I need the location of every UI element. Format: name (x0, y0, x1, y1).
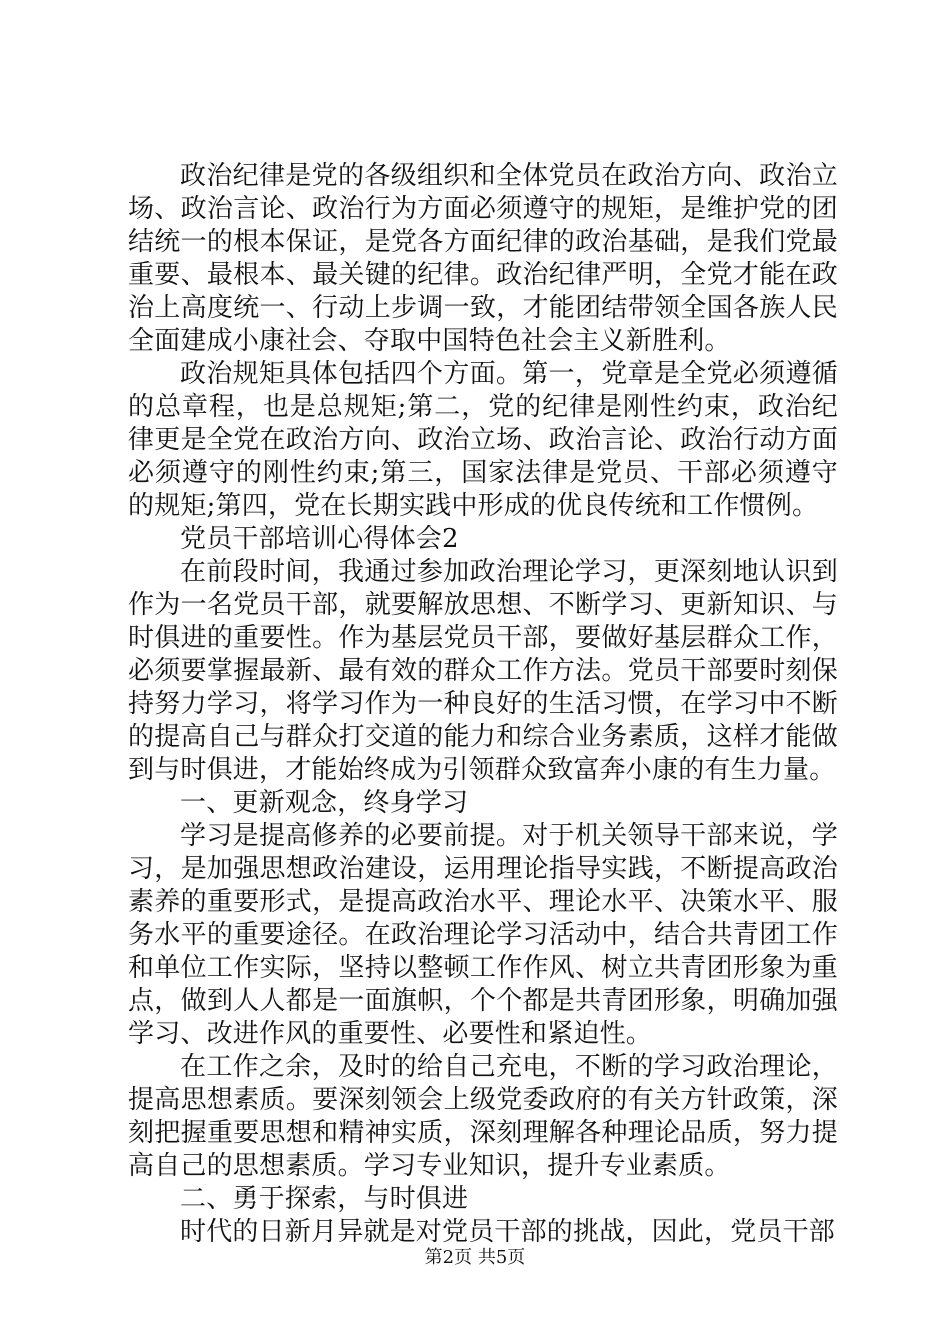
subheading-one: 一、更新观念，终身学习 (180, 788, 469, 818)
paragraph-political-discipline: 政治纪律是党的各级组织和全体党员在政治方向、政治立场、政治言论、政治行为方面必须遵守的规矩，是维护党的团结统一的根本保证，是党各方面纪律的政治基础，是我们党最重要、最根本、最关键的纪律。政治纪律严明，全党才能在政治上高度统一、行动上步调一致，才能团结带领全国各族人民全面建成小康社会、夺取中国特色社会主义新胜利。 (128, 161, 838, 356)
paragraph-study-experience: 在前段时间，我通过参加政治理论学习，更深刻地认识到作为一名党员干部，就要解放思想、不断学习、更新知识、与时俱进的重要性。作为基层党员干部，要做好基层群众工作，必须要掌握最新、最有效的群众工作方法。党员干部要时刻保持努力学习，将学习作为一种良好的生活习惯，在学习中不断的提高自己与群众打交道的能力和综合业务素质，这样才能做到与时俱进，才能始终成为引领群众致富奔小康的有生力量。 (128, 557, 838, 785)
page-footer: 第2页 共5页 (424, 1247, 526, 1268)
subheading-two: 二、勇于探索，与时俱进 (180, 1184, 469, 1214)
paragraph-times-challenge: 时代的日新月异就是对党员干部的挑战，因此，党员干部 (180, 1217, 836, 1247)
document-body (128, 160, 838, 1249)
section-title: 党员干部培训心得体会2 (180, 524, 459, 554)
paragraph-political-rules: 政治规矩具体包括四个方面。第一，党章是全党必须遵循的总章程，也是总规矩;第二，党的纪律是刚性约束，政治纪律更是全党在政治方向、政治立场、政治言论、政治行动方面必须遵守的刚性约束;第三，国家法律是党员、干部必须遵守的规矩;第四，党在长期实践中形成的优良传统和工作惯例。 (128, 359, 838, 521)
paragraph-recharge: 在工作之余，及时的给自己充电，不断的学习政治理论，提高思想素质。要深刻领会上级党委政府的有关方针政策，深刻把握重要思想和精神实质，深刻理解各种理论品质，努力提高自己的思想素质。学习专业知识，提升专业素质。 (128, 1052, 838, 1181)
paragraph-learning-premise: 学习是提高修养的必要前提。对于机关领导干部来说，学习，是加强思想政治建设，运用理论指导实践，不断提高政治素养的重要形式，是提高政治水平、理论水平、决策水平、服务水平的重要途径。在政治理论学习活动中，结合共青团工作和单位工作实际，坚持以整顿工作作风、树立共青团形象为重点，做到人人都是一面旗帜，个个都是共青团形象，明确加强学习、改进作风的重要性、必要性和紧迫性。 (128, 821, 838, 1049)
